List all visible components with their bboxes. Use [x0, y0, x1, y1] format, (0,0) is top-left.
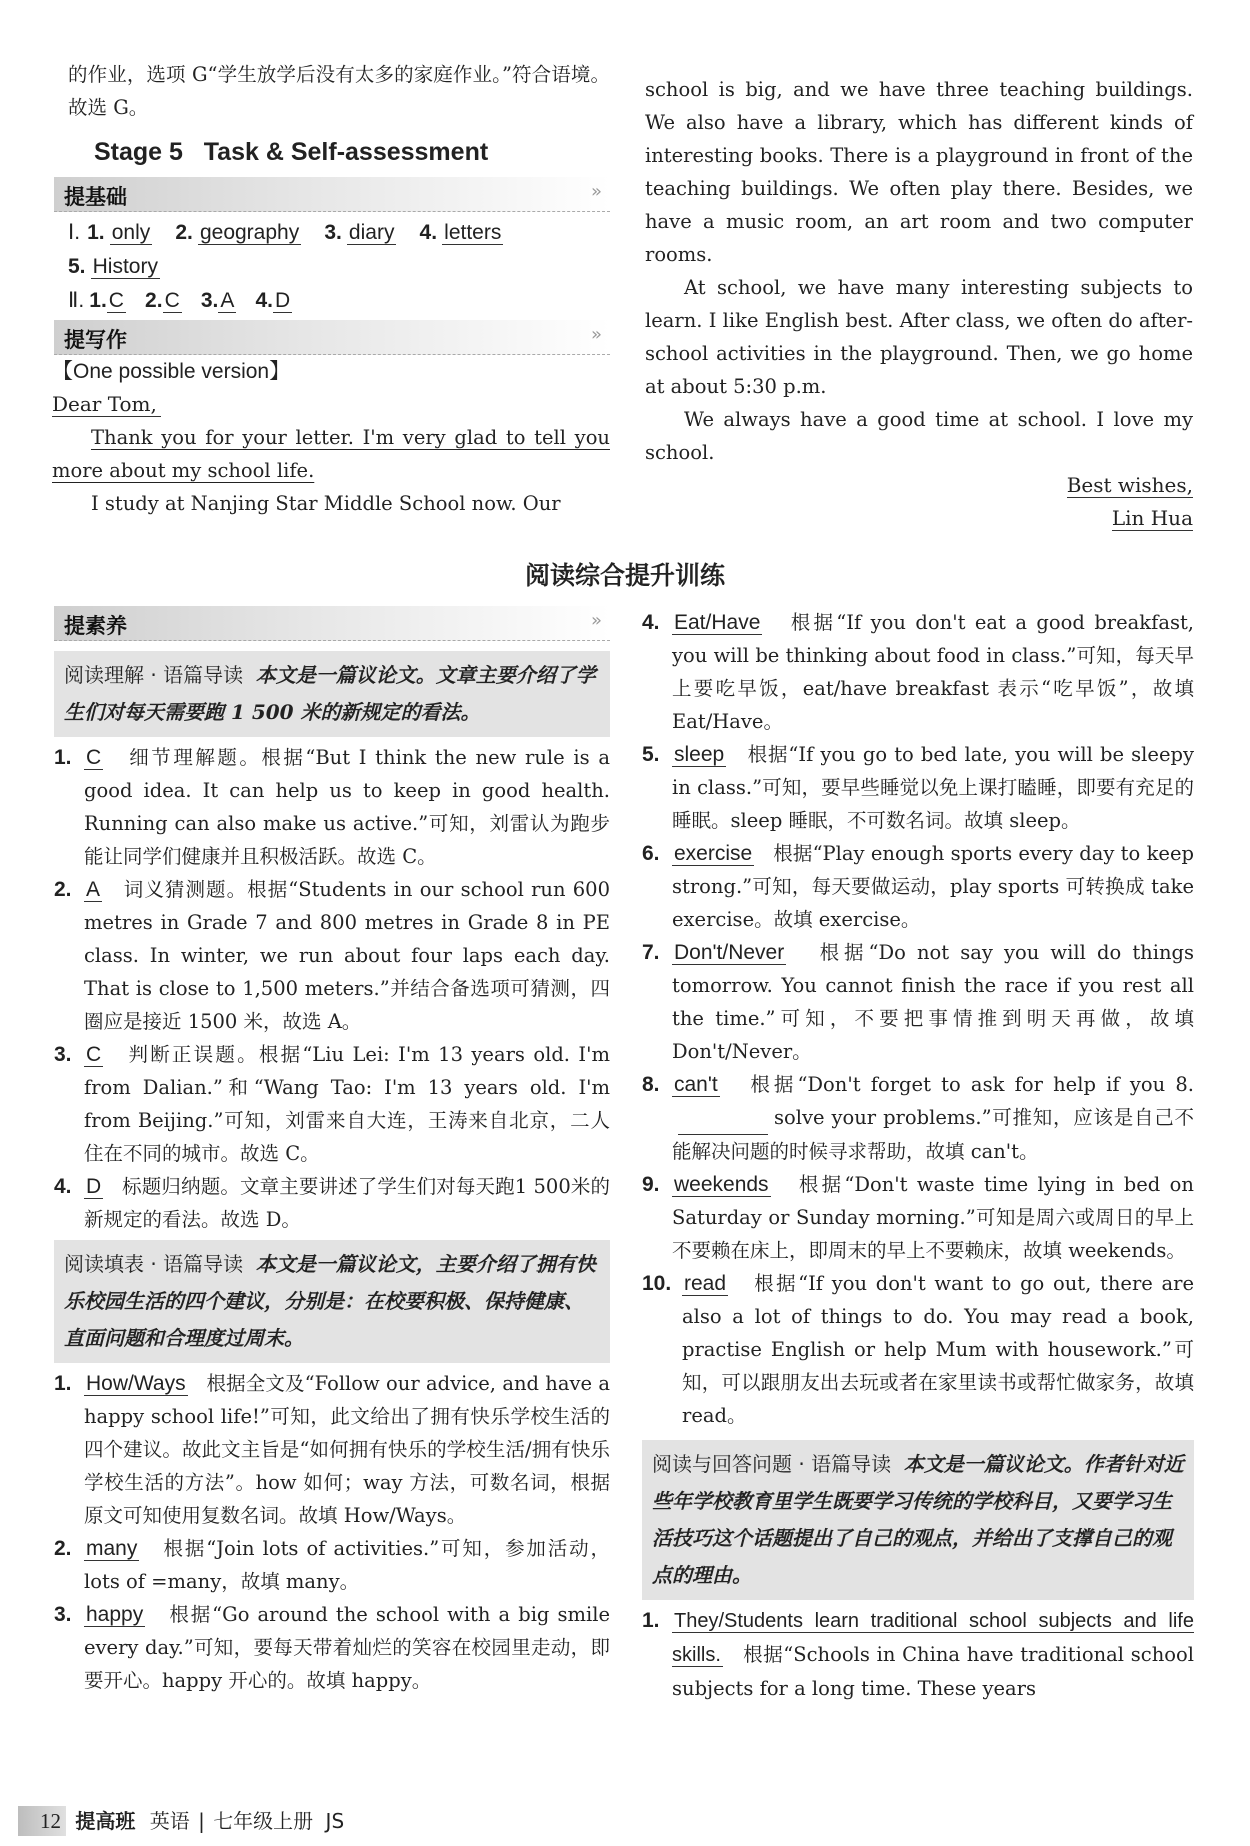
answer-item: 3.A: [200, 289, 235, 312]
chevron-right-icon: »: [590, 324, 602, 345]
answer-item: 4. letters: [419, 221, 502, 244]
letter-paragraph-2-cont: school is big, and we have three teaching buildings. We also have a library, which has different kinds of interesting books. There is a playground in front of the teaching buildings. We often play there. Besides, we have a music room, an art room and two computer rooms.: [645, 78, 1193, 266]
answer-explanation: 5. sleep 根据“If you go to bed late, you will be sleepy in class.”可知，要早些睡觉以免上课打瞌睡，即要有充足的睡眠。sleep 睡眠，不可数名词。故填 sleep。: [642, 743, 1194, 832]
answer-explanation: 3. happy 根据“Go around the school with a big smile every day.”可知，要每天带着灿烂的笑容在校园里走动，即要开心。happy 开心的。故填 happy。: [54, 1603, 610, 1692]
chevron-right-icon: »: [590, 181, 602, 202]
top-left-column: [52, 58, 610, 520]
page-number: 12: [40, 1809, 61, 1833]
answer-explanation: 8. can't 根据“Don't forget to ask for help if you 8. solve your problems.”可推知，应该是自己不能解决问题的时候寻求帮助，故填 can't。: [642, 1073, 1194, 1163]
answer-item: 2.C: [145, 289, 180, 312]
letter-paragraph-1: Thank you for your letter. I'm very glad to tell you more about my school life.: [52, 426, 610, 482]
edition-label: JS: [325, 1809, 345, 1833]
answer-explanation: 10. read 根据“If you don't want to go out, there are also a lot of things to do. You may read a book, practise English or help Mum with housework.”可知，可以跟朋友出去玩或者在家里读书或帮忙做家务，故填 read。: [642, 1272, 1194, 1427]
footer-divider: |: [198, 1809, 205, 1833]
answer-explanation: 4. Eat/Have 根据“If you don't eat a good breakfast, you will be thinking about food in class.”可知，每天早上要吃早饭，eat/have breakfast 表示“吃早饭”，故填 Eat/Have。: [642, 611, 1194, 733]
letter-closing: Best wishes, Lin Hua: [1066, 473, 1193, 530]
section-bar-label: 提写作: [64, 328, 127, 352]
passage-guide-answer: 阅读与回答问题 · 语篇导读 本文是一篇议论文。作者针对近些年学校教育里学生既要学习传统的学校科目，又要学习生活技巧这个话题提出了自己的观点，并给出了支撑自己的观点的理由。: [642, 1440, 1194, 1600]
section-bar-literacy: [54, 606, 610, 641]
answer-explanation: 2. many 根据“Join lots of activities.”可知，参加活动，lots of =many，故填 many。: [54, 1537, 610, 1593]
passage-guide-reading: 阅读理解 · 语篇导读 本文是一篇议论文。文章主要介绍了学生们对每天需要跑 1 500 米的新规定的看法。: [54, 651, 610, 737]
answer-item: 4.D: [255, 289, 291, 312]
answer-explanation: 9. weekends 根据“Don't waste time lying in bed on Saturday or Sunday morning.”可知是周六或周日的早上不要赖在床上，即周末的早上不要赖床，故填 weekends。: [642, 1173, 1194, 1262]
stage-title: Stage 5 Task & Self-assessment: [94, 138, 489, 166]
subject-label: 英语: [149, 1809, 190, 1833]
section-bar-basic: [54, 177, 610, 212]
section-bar-label: 提基础: [64, 185, 127, 209]
page-footer: [40, 1806, 344, 1836]
continued-text: 的作业，选项 G“学生放学后没有太多的家庭作业。”符合语境。故选 G。: [68, 63, 610, 119]
blank-line: [678, 1101, 768, 1135]
answer-explanation: 4. D 标题归纳题。文章主要讲述了学生们对每天跑1 500米的新规定的看法。故选 D。: [54, 1175, 610, 1231]
letter-paragraph-3: At school, we have many interesting subjects to learn. I like English best. After class, we often do after-school activities in the playground. Then, we go home at about 5:30 p.m.: [645, 276, 1193, 398]
answer-explanation: 3. C 判断正误题。根据“Liu Lei: I'm 13 years old. I'm from Dalian.”和“Wang Tao: I'm 13 years old. I'm from Beijing.”可知，刘雷来自大连，王涛来自北京，二人住在不同的城市。故选 C。: [54, 1043, 610, 1165]
part-two-answers: [68, 284, 610, 318]
answer-item: 5. History: [68, 255, 158, 278]
section-bar-label: 提素养: [64, 614, 127, 638]
answer-explanation: 6. exercise 根据“Play enough sports every day to keep strong.”可知，每天要做运动，play sports 可转换成 take exercise。故填 exercise。: [642, 842, 1194, 931]
answer-explanation: 1. They/Students learn traditional school subjects and life skills. 根据“Schools in China have traditional school subjects for a long time. These years: [642, 1609, 1194, 1700]
version-label: 【One possible version】: [52, 360, 291, 383]
grade-label: 七年级上册: [213, 1809, 314, 1833]
letter-paragraph-4: We always have a good time at school. I love my school.: [645, 408, 1193, 464]
answer-item: 1. only: [87, 221, 151, 244]
answer-explanation: 7. Don't/Never 根据“Do not say you will do things tomorrow. You cannot finish the race if you rest all the time.”可知，不要把事情推到明天再做，故填 Don't/Never。: [642, 941, 1194, 1063]
answer-item: 1.C: [89, 289, 124, 312]
part-one-answers: [68, 216, 610, 284]
answer-explanation: 1. C 细节理解题。根据“But I think the new rule is a good idea. It can help us to keep in good health. Running can also make us active.”可知，刘雷认为跑步能让同学们健康并且积极活跃。故选 C。: [54, 746, 610, 868]
answers-reading: [54, 741, 610, 1236]
answers-table: [54, 1367, 610, 1697]
bottom-right-column: [642, 606, 1194, 1705]
answer-item: 3. diary: [324, 221, 395, 244]
roman-numeral: Ⅰ.: [68, 221, 81, 244]
section-title: 阅读综合提升训练: [524, 561, 725, 590]
passage-guide-table: 阅读填表 · 语篇导读 本文是一篇议论文，主要介绍了拥有快乐校园生活的四个建议，分别是：在校要积极、保持健康、直面问题和合理度过周末。: [54, 1240, 610, 1363]
chevron-right-icon: »: [590, 610, 602, 631]
letter-paragraph-2-start: I study at Nanjing Star Middle School now. Our: [91, 492, 561, 515]
bottom-left-column: [54, 606, 610, 1697]
letter-greeting: Dear Tom,: [52, 388, 610, 421]
section-bar-writing: [54, 320, 610, 355]
answer-item: 2. geography: [175, 221, 300, 244]
roman-numeral: Ⅱ.: [68, 289, 85, 312]
answer-explanation: 1. How/Ways 根据全文及“Follow our advice, and have a happy school life!”可知，此文给出了拥有快乐学校生活的四个建议。故此文主旨是“如何拥有快乐的学校生活/拥有快乐学校生活的方法”。how 如何；way 方法，可数名词，根据原文可知使用复数名词。故填 How/Ways。: [54, 1372, 610, 1527]
brand-name: 提高班: [75, 1809, 136, 1833]
top-right-column: [645, 73, 1193, 535]
answer-explanation: 2. A 词义猜测题。根据“Students in our school run 600 metres in Grade 7 and 800 metres in Grade 8 in PE class. In winter, we run about four laps each day. That is close to 1,500 meters.”并结合备选项可猜测，四圈应是接近 1500 米，故选 A。: [54, 878, 610, 1033]
